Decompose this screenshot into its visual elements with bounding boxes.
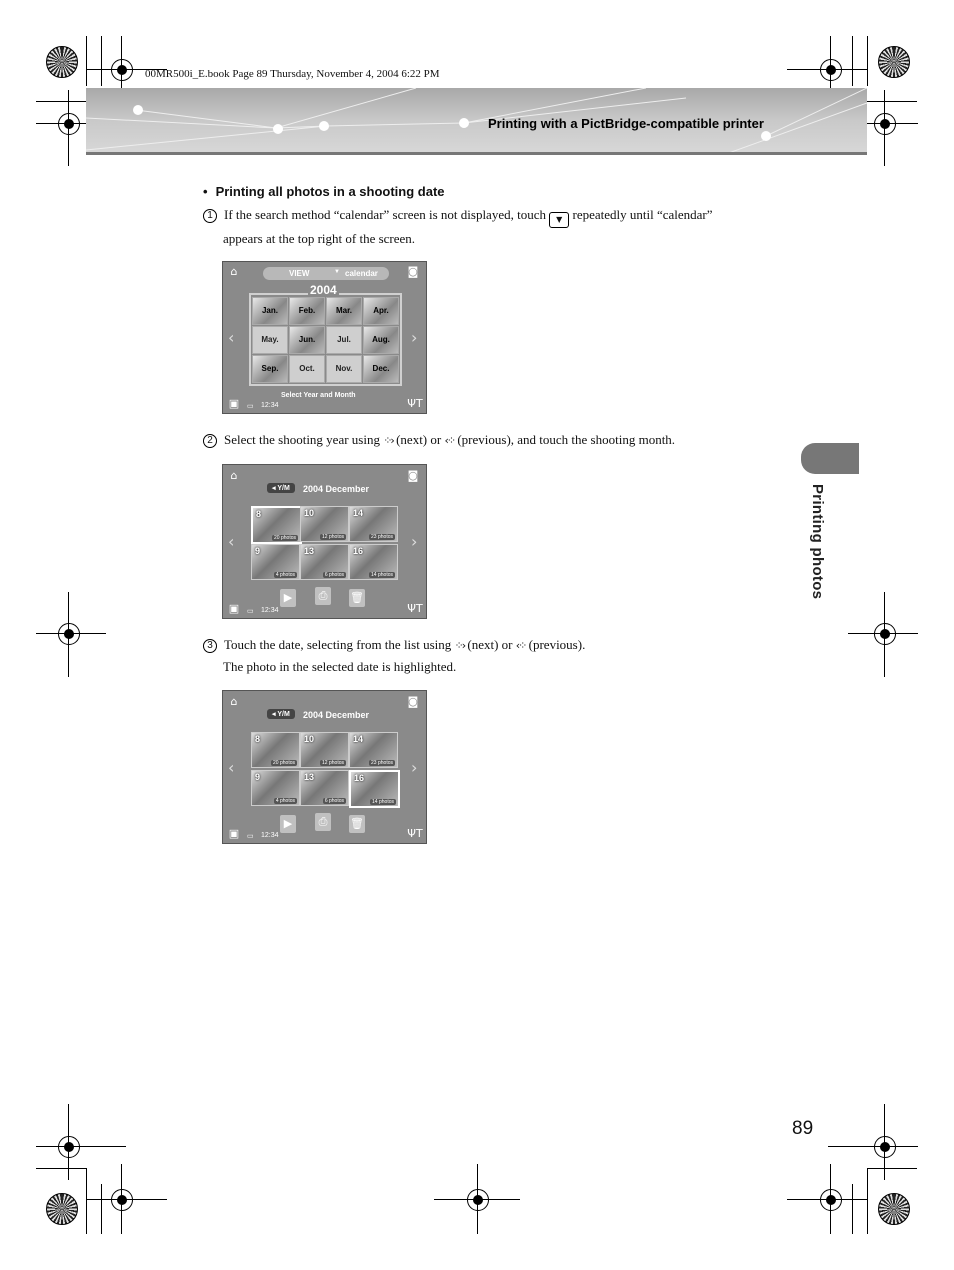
crop-line [867,101,917,102]
step-1-text-after: repeatedly until “calendar” [572,207,713,222]
step-2-text-b: (next) or [396,432,442,447]
date-thumbnail[interactable] [300,732,349,768]
calendar-year: 2004 [310,283,337,297]
header-title: Printing with a PictBridge-compatible printer [488,116,764,131]
crosshair-mark [58,113,80,135]
header-rule [86,152,867,155]
previous-dots-icon: ‹⁘ [444,434,455,447]
crop-line [852,36,853,86]
crop-line [787,69,867,70]
crop-line [36,633,106,634]
crop-line [884,90,885,166]
crosshair-mark [820,59,842,81]
slideshow-icon[interactable]: ▶ [280,815,296,833]
crop-line [867,1168,917,1169]
photo-count: 12 photos [322,534,344,540]
trash-icon[interactable]: 🗑 [349,589,365,607]
bullet: • [203,184,208,199]
step-2 [203,429,783,451]
step-1-text: If the search method “calendar” screen is not displayed, touch [224,207,546,222]
chapter-tab [801,443,859,474]
card-icon[interactable]: ▣ [228,397,240,410]
crosshair-mark [874,623,896,645]
date-label: 16 [353,546,364,556]
device-screen-calendar [222,261,427,414]
next-arrow-icon[interactable]: › [411,758,418,777]
month-cell[interactable]: Mar. [326,297,362,325]
date-thumbnail[interactable] [300,506,349,542]
crop-line [830,1164,831,1234]
month-cell[interactable]: Nov. [326,355,362,383]
chapter-label: Printing photos [809,484,826,600]
month-cell[interactable]: May. [252,326,288,354]
year-month-button[interactable]: ◂ Y/M [267,483,295,493]
photo-count: 23 photos [371,760,393,766]
file-info: 00MR500i_E.book Page 89 Thursday, November 4, 2004 6:22 PM [145,68,440,80]
down-arrow-button-icon: ▼ [549,212,569,228]
crosshair-mark [58,1136,80,1158]
month-cell[interactable]: Feb. [289,297,325,325]
month-title: 2004 December [303,710,370,720]
date-label: 8 [255,734,261,744]
section-heading [203,184,445,199]
home-icon[interactable]: ⌂ [230,265,238,278]
crop-line [68,592,69,677]
crop-line [828,1146,918,1147]
battery-icon: ▭ [247,608,254,615]
crop-line [86,36,87,86]
settings-tools-icon[interactable]: ΨΤ [407,397,423,410]
step-2-text-a: Select the shooting year using [224,432,380,447]
date-label: 13 [304,546,315,556]
date-thumbnail[interactable] [349,732,398,768]
crop-line [852,1184,853,1234]
step-3-text-c: (previous). [528,637,586,652]
date-thumbnail[interactable] [251,770,300,806]
photo-count: 4 photos [275,798,295,804]
section-heading-text: Printing all photos in a shooting date [215,184,445,199]
crosshair-mark [111,59,133,81]
photo-count: 23 photos [371,534,393,540]
page-number: 89 [792,1118,814,1139]
home-icon[interactable]: ⌂ [230,695,238,708]
previous-arrow-icon[interactable]: ‹ [228,758,235,777]
month-cell[interactable]: Jan. [252,297,288,325]
previous-arrow-icon[interactable]: ‹ [228,328,235,347]
month-cell[interactable]: Dec. [363,355,399,383]
card-icon[interactable]: ▣ [228,827,240,840]
card-icon[interactable]: ▣ [228,602,240,615]
battery-icon: ▭ [247,833,254,840]
next-arrow-icon[interactable]: › [411,328,418,347]
step-1 [203,204,783,249]
step-3 [203,634,783,677]
crosshair-mark [111,1189,133,1211]
clock-time: 12:34 [261,402,279,409]
step-number: 3 [203,639,217,653]
crop-line [848,633,918,634]
crop-line [68,90,69,166]
home-icon[interactable]: ⌂ [230,469,238,482]
crosshair-mark [820,1189,842,1211]
registration-rosette-bottom-left [46,1193,78,1225]
photo-count: 6 photos [324,572,344,578]
date-thumbnail-highlighted[interactable] [349,770,400,808]
ym-label: Y/M [277,711,290,718]
battery-icon: ▭ [247,403,254,410]
date-thumbnail[interactable] [349,506,398,542]
crosshair-mark [58,623,80,645]
photo-count: 20 photos [273,760,295,766]
date-label: 16 [354,773,365,783]
date-label: 10 [304,734,315,744]
next-dots-icon: ⁘› [454,639,465,652]
crop-line [101,36,102,86]
instruction-text: Select Year and Month [281,392,356,399]
step-2-text-c: (previous), and touch the shooting month. [457,432,676,447]
print-icon[interactable]: ⎙ [315,813,331,831]
month-cell[interactable]: Jul. [326,326,362,354]
date-label: 9 [255,546,261,556]
step-1-line2: appears at the top right of the screen. [223,231,416,246]
clock-time: 12:34 [261,832,279,839]
crop-line [477,1164,478,1234]
camera-icon[interactable]: ◙ [407,695,419,708]
crosshair-mark [874,113,896,135]
next-dots-icon: ⁘› [383,434,393,447]
date-thumbnail[interactable] [300,770,349,806]
crop-line [787,1199,867,1200]
header-band [86,88,867,154]
settings-tools-icon[interactable]: ΨΤ [407,602,423,615]
date-thumbnail[interactable] [349,544,398,580]
camera-icon[interactable]: ◙ [407,265,419,278]
date-label: 14 [353,508,364,518]
camera-icon[interactable]: ◙ [407,469,419,482]
date-label: 9 [255,772,261,782]
previous-dots-icon: ‹⁘ [515,639,526,652]
date-label: 14 [353,734,364,744]
ym-label: Y/M [277,485,290,492]
next-arrow-icon[interactable]: › [411,532,418,551]
photo-count: 20 photos [274,535,296,541]
month-cell[interactable]: Oct. [289,355,325,383]
view-mode-bar[interactable] [263,267,389,280]
photo-count: 4 photos [275,572,295,578]
date-thumbnail[interactable] [251,544,300,580]
date-thumbnail[interactable] [300,544,349,580]
step-number: 2 [203,434,217,448]
crop-line [867,36,868,86]
crosshair-mark [467,1189,489,1211]
mode-label: calendar [345,269,378,278]
view-label: VIEW [289,269,310,278]
calendar-grid [249,283,402,386]
clock-time: 12:34 [261,607,279,614]
crop-line [101,1184,102,1234]
crop-line [36,101,86,102]
trash-icon[interactable]: 🗑 [349,815,365,833]
print-icon[interactable]: ⎙ [315,587,331,605]
date-label: 8 [256,509,262,519]
photo-count: 14 photos [372,799,394,805]
crop-line [36,1146,126,1147]
slideshow-icon[interactable]: ▶ [280,589,296,607]
registration-rosette-top-left [46,46,78,78]
month-cell[interactable]: Sep. [252,355,288,383]
crop-line [867,1168,868,1234]
settings-tools-icon[interactable]: ΨΤ [407,827,423,840]
month-title: 2004 December [303,484,370,494]
previous-arrow-icon[interactable]: ‹ [228,532,235,551]
step-number: 1 [203,209,217,223]
month-cell[interactable]: Apr. [363,297,399,325]
crosshair-mark [874,1136,896,1158]
registration-rosette-bottom-right [878,1193,910,1225]
device-screen-date-list [222,464,427,619]
photo-count: 14 photos [371,572,393,578]
crop-line [121,1164,122,1234]
month-cell[interactable]: Aug. [363,326,399,354]
month-cell[interactable]: Jun. [289,326,325,354]
step-3-text-b: (next) or [467,637,513,652]
photo-count: 12 photos [322,760,344,766]
step-3-line2: The photo in the selected date is highlighted. [223,659,457,674]
date-thumbnail[interactable] [251,506,302,544]
crop-line [884,592,885,677]
date-thumbnail[interactable] [251,732,300,768]
date-label: 10 [304,508,315,518]
date-label: 13 [304,772,315,782]
crop-line [86,1168,87,1234]
photo-count: 6 photos [324,798,344,804]
crop-line [36,1168,86,1169]
step-3-text-a: Touch the date, selecting from the list using [224,637,452,652]
year-month-button[interactable]: ◂ Y/M [267,709,295,719]
device-screen-date-highlighted [222,690,427,844]
mode-dropdown-icon: ▼ [334,269,340,275]
registration-rosette-top-right [878,46,910,78]
crop-line [87,1199,167,1200]
